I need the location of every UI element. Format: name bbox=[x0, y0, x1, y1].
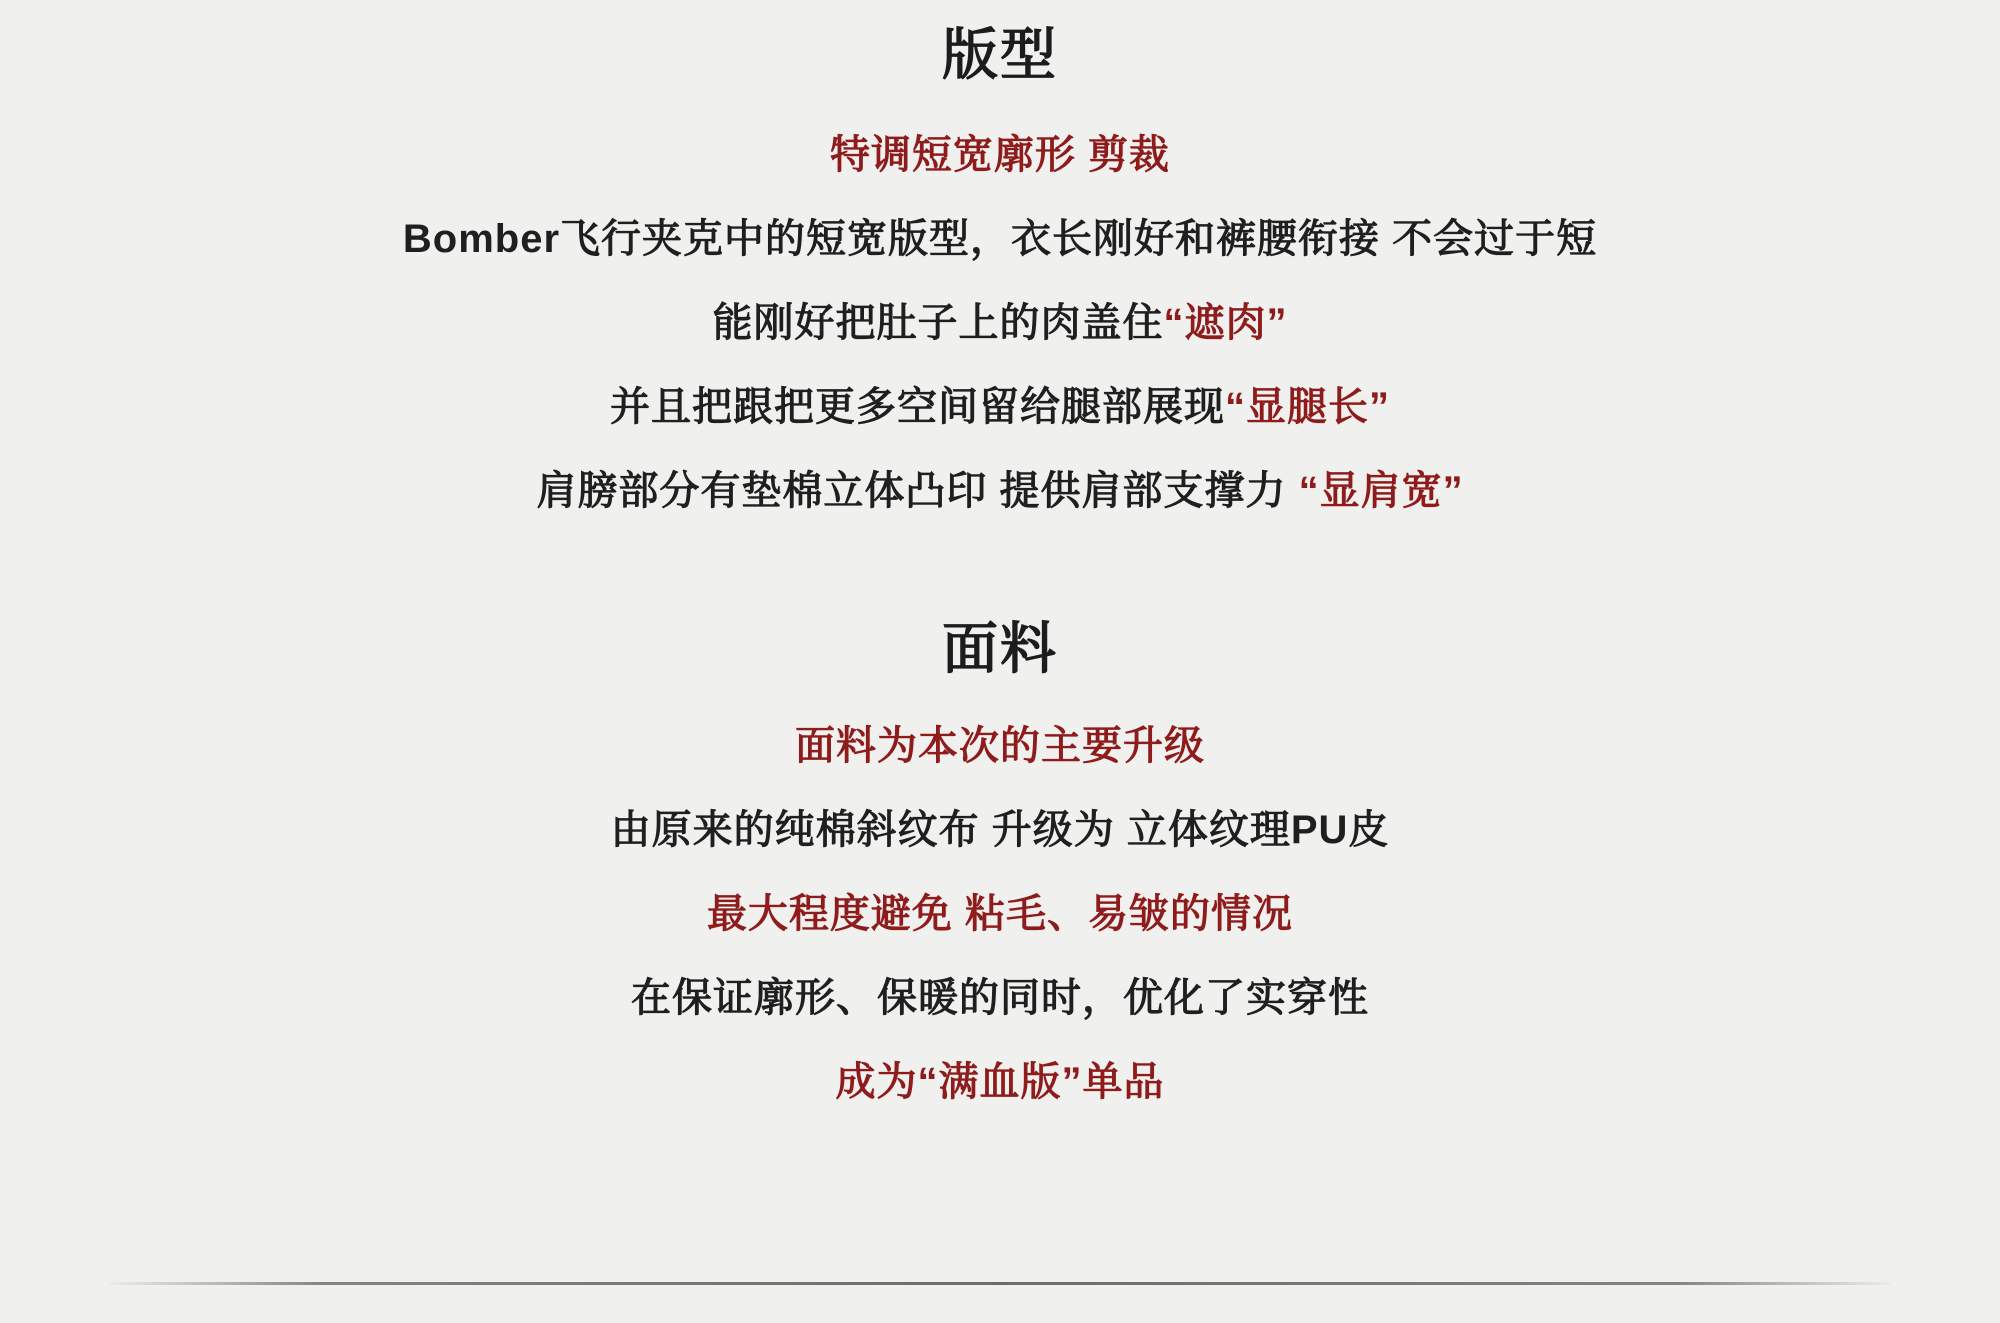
section-fit-lines bbox=[0, 130, 2000, 550]
fabric-line-5 bbox=[836, 1057, 1165, 1107]
fabric-line-4: 在保证廓形、保暖的同时，优化了实穿性 bbox=[631, 976, 1369, 1021]
fit-line-2: Bomber飞行夹克中的短宽版型，衣长刚好和裤腰衔接 不会过于短 bbox=[402, 216, 1598, 261]
fabric-line-5-suffix: 单品 bbox=[1082, 1060, 1165, 1105]
fit-line-4-prefix: 并且把跟把更多空间留给腿部展现 bbox=[610, 384, 1225, 429]
section-fit bbox=[0, 0, 2000, 550]
fit-line-3-highlight: “遮肉” bbox=[1163, 300, 1288, 345]
fit-line-4-highlight: “显腿长” bbox=[1225, 384, 1390, 429]
fit-line-5-highlight: “显肩宽” bbox=[1298, 468, 1464, 513]
fit-line-3-prefix: 能刚好把肚子上的肉盖住 bbox=[712, 300, 1164, 345]
fit-line-3 bbox=[713, 298, 1288, 348]
fabric-line-2: 由原来的纯棉斜纹布 升级为 立体纹理PU皮 bbox=[610, 808, 1390, 853]
fabric-line-5-prefix: 成为 bbox=[835, 1060, 918, 1105]
fabric-line-3: 最大程度避免 粘毛、易皱的情况 bbox=[706, 892, 1294, 937]
fabric-line-5-highlight: “满血版” bbox=[917, 1060, 1083, 1105]
fit-line-1: 特调短宽廓形 剪裁 bbox=[829, 132, 1171, 177]
fit-line-5 bbox=[536, 466, 1463, 516]
section-fabric-title: 面料 bbox=[942, 616, 1058, 680]
fabric-line-1: 面料为本次的主要升级 bbox=[795, 724, 1205, 769]
section-fabric-lines bbox=[0, 721, 2000, 1141]
fit-line-4 bbox=[610, 382, 1390, 432]
page-title: 版型 bbox=[942, 23, 1058, 86]
divider bbox=[110, 1282, 1890, 1285]
fit-line-5-prefix: 肩膀部分有垫棉立体凸印 提供肩部支撑力 bbox=[536, 468, 1299, 513]
section-fabric bbox=[0, 550, 2000, 1142]
